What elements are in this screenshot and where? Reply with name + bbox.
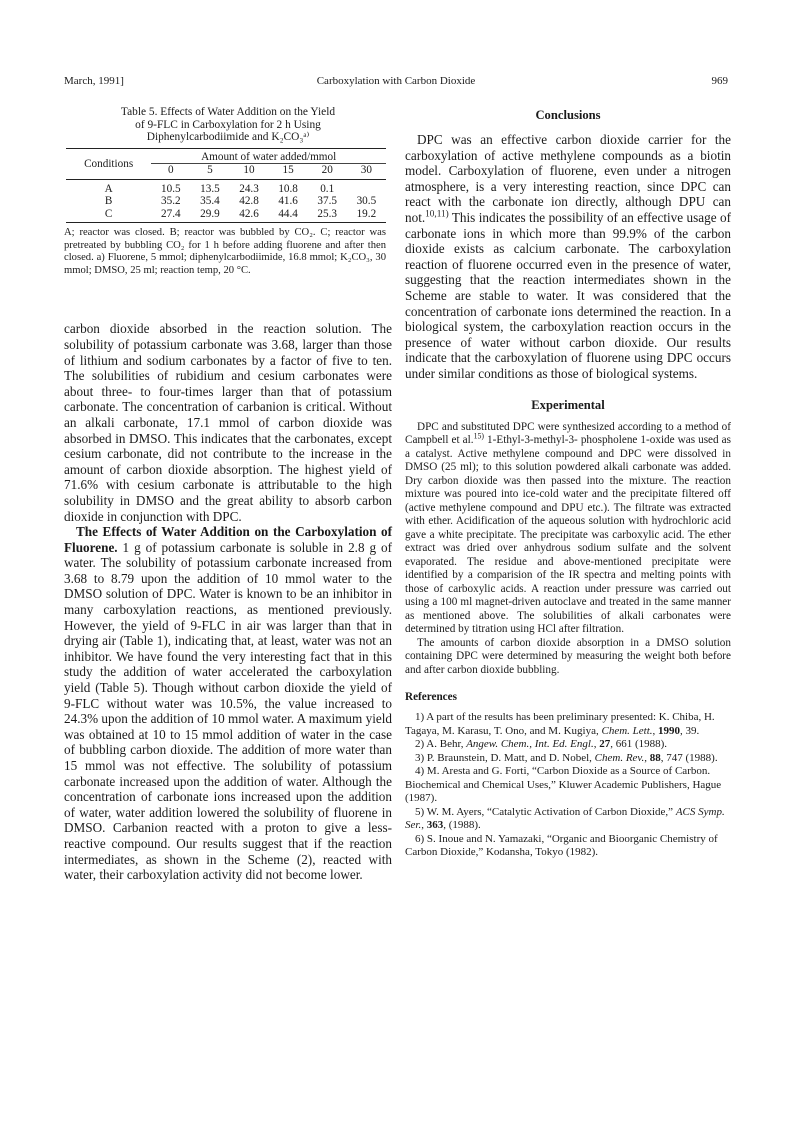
paragraph-text: DPC was an effective carbon dioxide carrier for the carboxylation of active methylene compounds as a biotin model. Carboxylation of fluorene, even under a nitrogen atmosphere, is a very interesting reaction, since DPC can react with the carbonate ion directly, although DPU can not.	[405, 132, 731, 225]
table-row	[66, 179, 386, 195]
table-cell: 29.9	[190, 208, 229, 223]
table-cell: 35.4	[200, 195, 220, 207]
citation: 10,11)	[425, 208, 449, 219]
table-cell: 41.6	[278, 195, 298, 207]
column-header: 30	[347, 164, 386, 180]
experimental-text	[405, 421, 731, 678]
caption-line: Diphenylcarbodiimide and K₂CO₃ᵃ⁾	[146, 131, 310, 143]
column-header: 5	[190, 164, 229, 180]
left-body-text	[64, 321, 392, 882]
table-cell: 44.4	[269, 208, 308, 223]
table-cell: 0.1	[320, 182, 335, 195]
table-cell: 27.4	[151, 208, 190, 223]
paragraph-text: 1 g of potassium carbonate is soluble in 2.8 g of water. The solubility of potassium carbonate increased from 3.68 to 8.79 upon the addition of 10 mmol water to the DMSO solution of DPC. Water is known to be an inhibitor in many carboxylation reactions, as mentioned previously. However, the yield of 9-FLC in air was larger than that in drying air (Table 1), indicating that, at least, water was not an inhibitor. We have found the very interesting fact that in this study the addition of water accelerated the carboxylation yield (Table 5). Though without carbon dioxide the yield of 9-FLC without water was 10.5%, the value increased to 24.3% upon the addition of 10 mmol water. A maximum yield was obtained at 10 to 15 mmol addition of water in the case of bubbling carbon dioxide. The addition of more water than 15 mmol was not effective. The solubility of potassium carbonate increased upon the addition of water. Although the concentration of carbonate ions increased upon the addition of water, water addition lowered the solubility of fluorene in DMSO. Carbanion reacted with a proton to give a less-reactive compound. Our results suggest that if the reaction intermediates, as shown in the Scheme (2), reacted with water, their carboxylation activity did not become lower.	[64, 539, 392, 883]
row-label: C	[66, 208, 151, 223]
table-cell: 37.5	[317, 195, 337, 207]
reference-item: 5) W. M. Ayers, “Catalytic Activation of Carbon Dioxide,” ACS Symp. Ser., 363, (1988).	[405, 805, 725, 831]
right-column	[405, 106, 731, 860]
reference-item: 2) A. Behr, Angew. Chem., Int. Ed. Engl., 27, 661 (1988).	[415, 738, 668, 750]
reference-item: 3) P. Braunstein, D. Matt, and D. Nobel, Chem. Rev., 88, 747 (1988).	[415, 751, 718, 764]
row-label: A	[104, 182, 113, 195]
table-row	[66, 195, 386, 208]
references-heading: References	[405, 691, 457, 703]
paragraph	[405, 421, 731, 637]
header-date: March, 1991]	[64, 75, 124, 87]
left-column	[64, 106, 392, 883]
paragraph: The amounts of carbon dioxide absorption in a DMSO solution containing DPC were determined by measuring the weight both before and after carbon dioxide bubbling.	[405, 636, 731, 676]
column-header: 0	[151, 164, 190, 180]
caption-line: Table 5. Effects of Water Addition on the Yield	[120, 106, 336, 118]
citation: 15)	[473, 431, 484, 441]
table-cell: 35.2	[161, 195, 181, 207]
table-5-caption	[68, 106, 388, 144]
paragraph-text: 1-Ethyl-3-methyl-3- phospholene 1-oxide was used as a catalyst. Active methylene compound and DPC were dissolved in DMSO (25 ml); to this solution powdered alkali carbonate was added. Dry carbon dioxide was then passed into the mixture. The reaction mixture was poured into ice-cold water and the precipitate filtered off (active methylene compound and DPU etc.). The filtrate was extracted with ether. Acidification of the aqueous solution with hydrochloric acid gave a white precipitate. The precipitate was carboxylic acid. The ether extract was dried over anhydrous sodium sulfate and the solvent evaporated. The residue and above-mentioned precipitate were identified by a comparision of the IR spectra and melting points with those of carboxylic acids. A reaction under pressure was carried out using a 100 ml magnet-driven autoclave and treated in the same manner as mentioned above. The solubilities of alkali carbonates were determined by titration using HCl after filtration.	[405, 434, 731, 635]
span-header: Amount of water added/mmol	[151, 148, 386, 164]
conclusions-text	[405, 132, 731, 382]
table-cell	[347, 179, 386, 195]
reference-item: 6) S. Inoue and N. Yamazaki, “Organic and Bioorganic Chemistry of Carbon Dioxide,” Kodansha, Tokyo (1982).	[405, 832, 718, 858]
column-header: 10	[229, 164, 268, 180]
table-cell: 19.2	[347, 208, 386, 223]
table-cell: 42.8	[239, 195, 259, 207]
table-5-notes: A; reactor was closed. B; reactor was bubbled by CO₂. C; reactor was pretreated by bubbling CO₂ for 1 h before adding fluorene and after then closed. a) Fluorene, 5 mmol; diphenylcarbodiimide, 16.8 mmol; K₂CO₃, 30 mmol; DMSO, 25 ml; reaction temp, 20 °C.	[64, 227, 386, 276]
header-title: Carboxylation with Carbon Dioxide	[316, 75, 476, 87]
table-cell: 13.5	[200, 182, 220, 195]
table-5	[66, 148, 386, 224]
table-cell: 30.5	[356, 195, 377, 207]
paragraph-text: This indicates the possibility of an effective usage of carbonate ions in which more than 99.9% of the carbon dioxide exists as calcium carbonate. The carboxylation reaction of fluorene occurred even in the presence of water, suggesting that the reaction intermediates shown in the Scheme are stable to water. It was considered that the concentration of carbonate ions determined the reaction. In a biological system, the carboxylation reaction occurs in the presence of water without carbon dioxide. Our results indicate that the carboxylation of fluorene using DPC occurs under similar conditions as those of biological systems.	[405, 209, 731, 381]
table-cell: 10.5	[161, 182, 181, 195]
running-header	[64, 75, 728, 91]
table-cell: 42.6	[229, 208, 268, 223]
section-heading: The Effects of Water Addition on the Carboxylation of Fluorene.	[64, 524, 392, 555]
table-cell: 24.3	[239, 182, 259, 195]
row-header: Conditions	[66, 148, 151, 179]
reference-item: 1) A part of the results has been preliminary presented: K. Chiba, H. Tagaya, M. Karasu, T. Ono, and M. Kugiya, Chem. Lett., 1990, 39.	[405, 711, 715, 737]
experimental-heading: Experimental	[531, 397, 605, 412]
paragraph: carbon dioxide absorbed in the reaction solution. The solubility of potassium carbonate was 3.68, larger than those of lithium and sodium carbonates by a factor of five to ten. The solubilities of rubidium and cesium carbonates were about three- to four-times larger than that of potassium carbonate. The concentration of carbanion is critical. Without an alkali carbonate, 17.1 mmol of carbon dioxide was absorbed in DMSO. This indicates that the carbonates, except cesium carbonate, did not contribute to the increase in the amount of carbon dioxide absorption. The highest yield of 71.6% with cesium carbonate is attributable to the high solubility in DMSO and the great ability to absorb carbon dioxide in conjunction with DPC.	[64, 321, 392, 524]
table-cell: 10.8	[278, 182, 298, 195]
column-header: 15	[269, 164, 308, 180]
conclusions-heading: Conclusions	[535, 108, 601, 122]
paragraph	[64, 524, 392, 883]
page-number: 969	[711, 75, 728, 87]
table-cell: 25.3	[308, 208, 347, 223]
table-row	[66, 208, 386, 223]
row-label: B	[104, 195, 113, 207]
reference-item: 4) M. Aresta and G. Forti, “Carbon Dioxide as a Source of Carbon. Biochemical and Chemical Uses,” Kluwer Academic Publishers, Hague (1987).	[405, 765, 722, 804]
references-list	[405, 711, 731, 860]
paragraph	[405, 132, 731, 382]
column-header: 20	[308, 164, 347, 180]
paragraph-text: DPC and substituted DPC were synthesized according to a method of Campbell et al.	[405, 420, 731, 446]
caption-line: of 9-FLC in Carboxylation for 2 h Using	[135, 118, 321, 131]
